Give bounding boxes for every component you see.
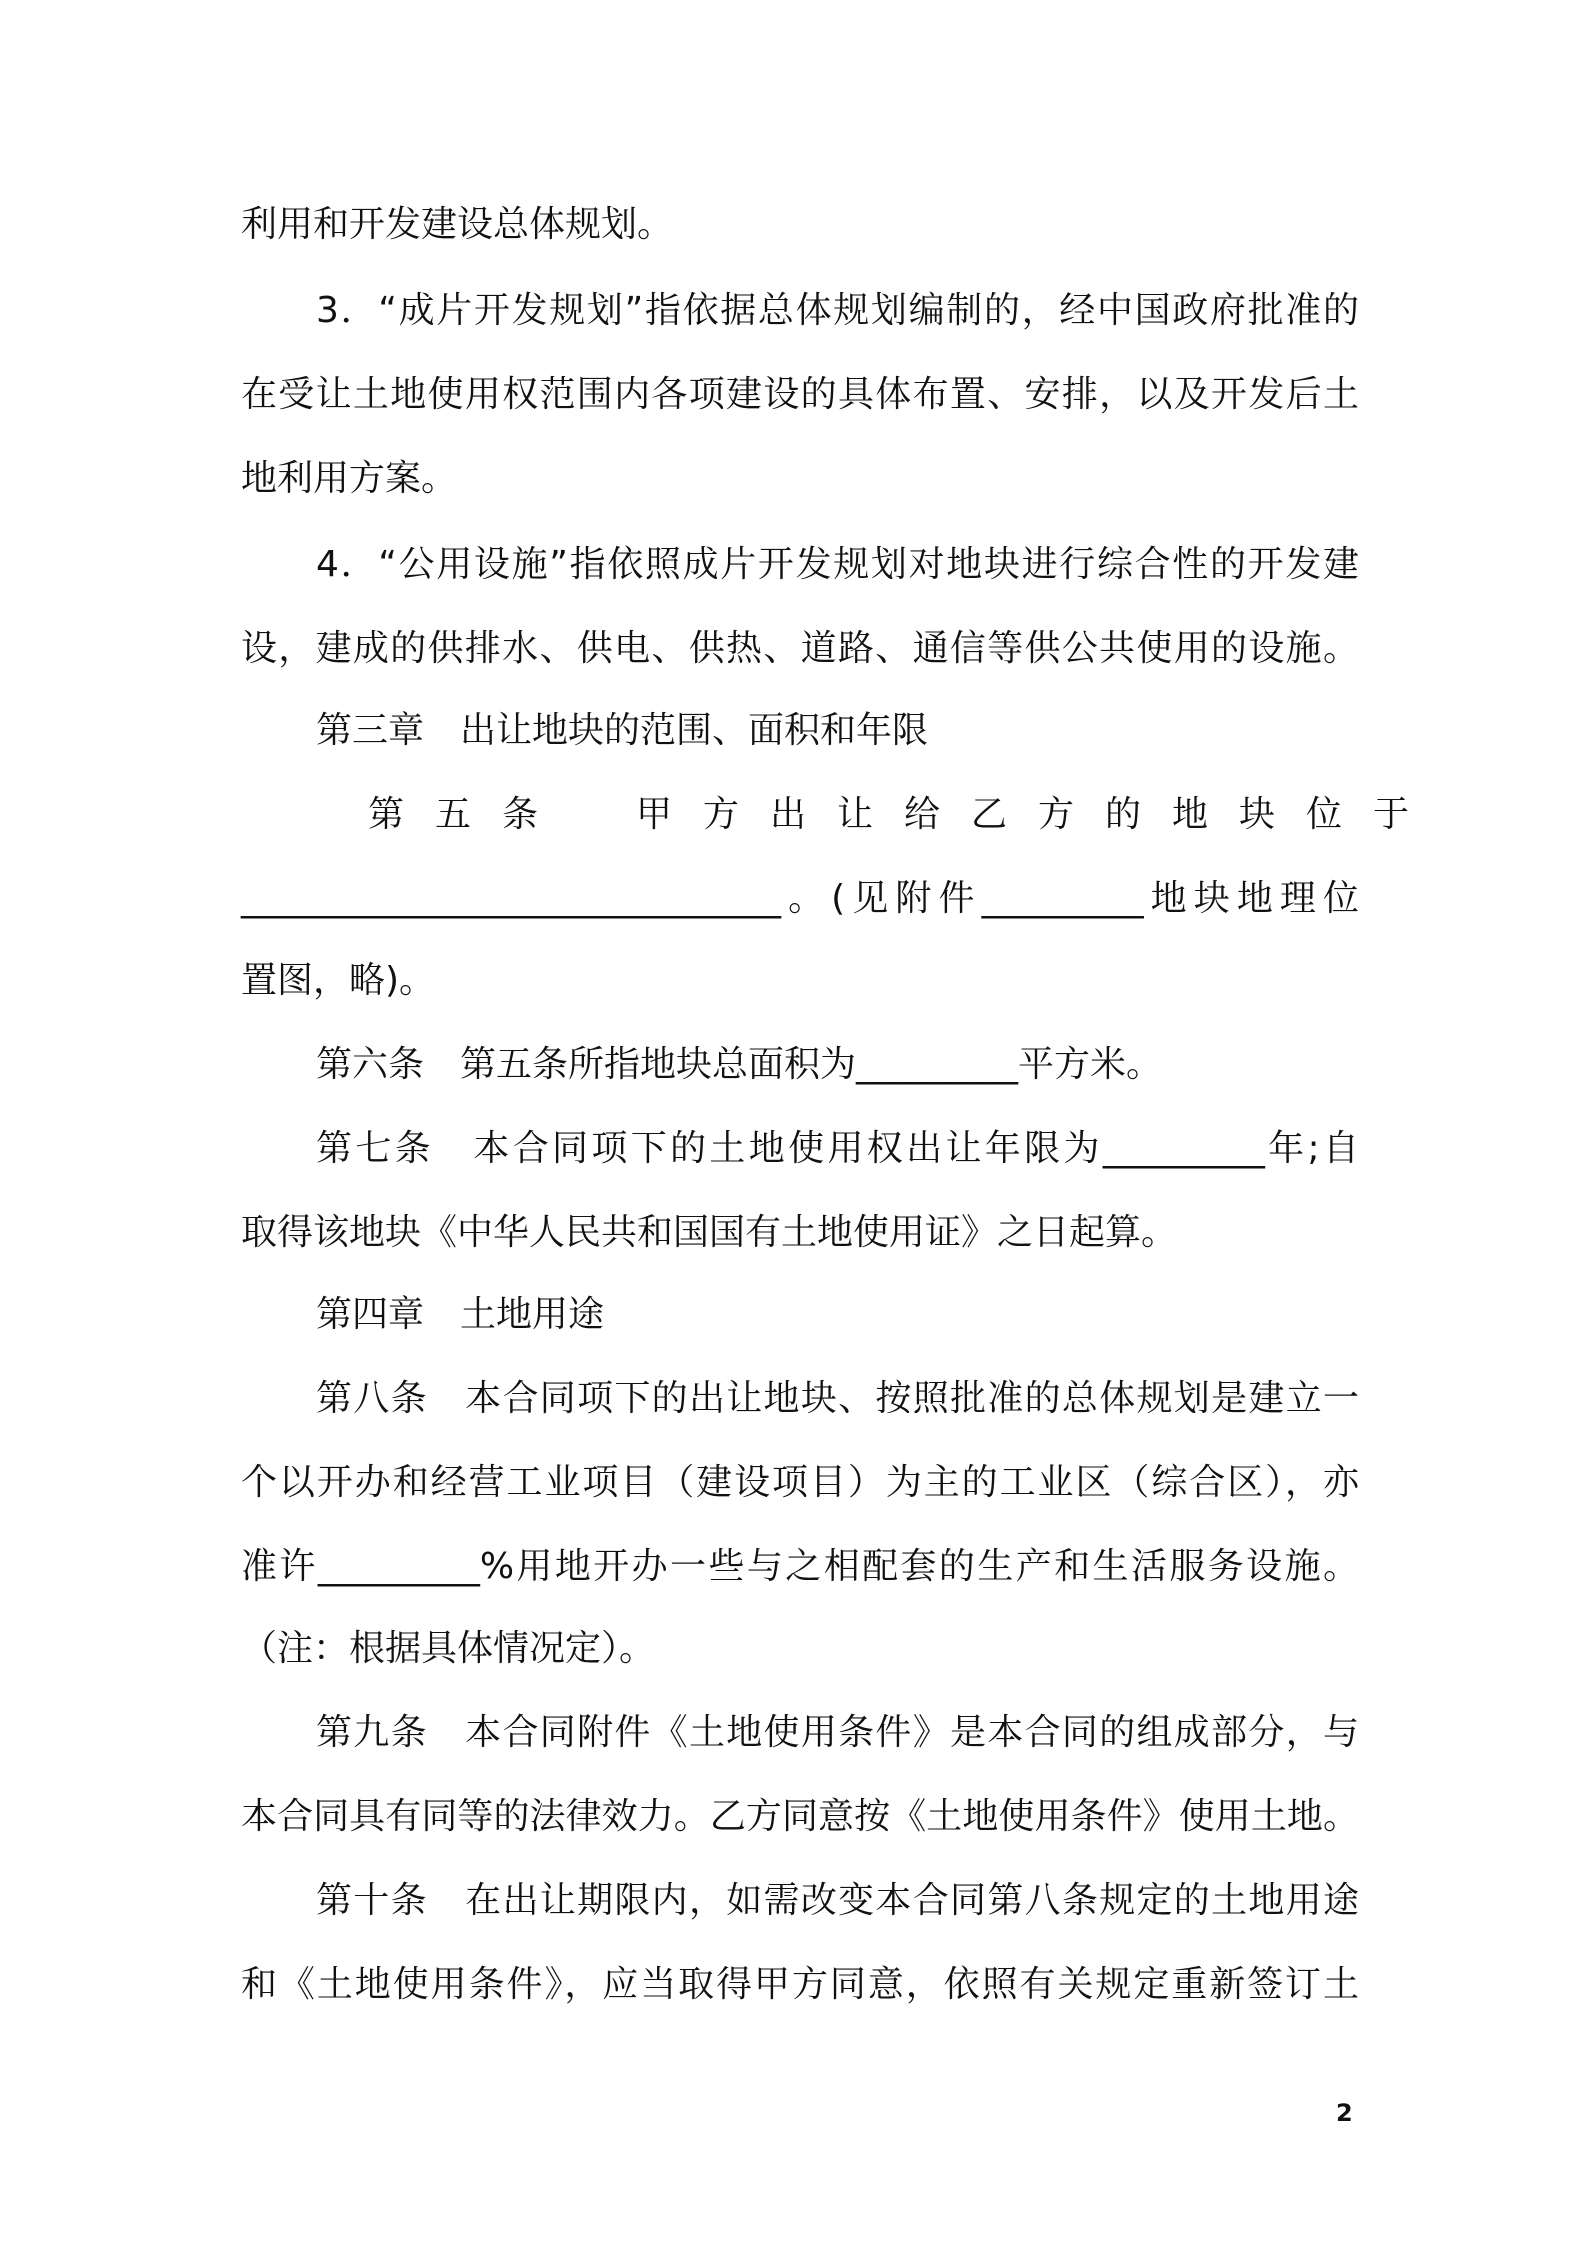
text-line: 第十条 在出让期限内，如需改变本合同第八条规定的土地用途 [316, 1880, 1359, 1921]
text-line: 第五条 甲方出让给乙方的地块位于 [368, 794, 1441, 835]
chapter-heading: 第三章 出让地块的范围、面积和年限 [316, 710, 929, 751]
text-line: 设，建成的供排水、供电、供热、道路、通信等供公共使用的设施。 [241, 628, 1359, 669]
text-line: 个以开办和经营工业项目（建设项目）为主的工业区（综合区），亦 [241, 1462, 1359, 1503]
text-line: 置图，略)。 [241, 960, 436, 1001]
text-line: 和《土地使用条件》，应当取得甲方同意，依照有关规定重新签订土 [241, 1964, 1359, 2005]
text-line: 第七条 本合同项下的土地使用权出让年限为_________年;自 [316, 1128, 1359, 1169]
text-line: 准许_________%用地开办一些与之相配套的生产和生活服务设施。 [241, 1546, 1359, 1587]
text-line: 第六条 第五条所指地块总面积为_________平方米。 [316, 1044, 1163, 1085]
text-line: 4．“公用设施”指依照成片开发规划对地块进行综合性的开发建 [316, 544, 1359, 585]
page-number: 2 [1336, 2099, 1353, 2127]
chapter-heading: 第四章 土地用途 [316, 1294, 605, 1335]
text-line: 利用和开发建设总体规划。 [241, 204, 674, 245]
text-line: ______________________________。(见附件_________地块地理位 [241, 878, 1359, 919]
text-line: （注：根据具体情况定）。 [241, 1628, 656, 1669]
text-line: 取得该地块《中华人民共和国国有土地使用证》之日起算。 [241, 1212, 1178, 1253]
text-line: 本合同具有同等的法律效力。乙方同意按《土地使用条件》使用土地。 [241, 1796, 1359, 1837]
text-line: 在受让土地使用权范围内各项建设的具体布置、安排，以及开发后土 [241, 374, 1359, 415]
text-line: 第九条 本合同附件《土地使用条件》是本合同的组成部分，与 [316, 1712, 1359, 1753]
text-line: 地利用方案。 [241, 458, 458, 499]
text-line: 第八条 本合同项下的出让地块、按照批准的总体规划是建立一 [316, 1378, 1359, 1419]
text-line: 3．“成片开发规划”指依据总体规划编制的，经中国政府批准的 [316, 290, 1359, 331]
